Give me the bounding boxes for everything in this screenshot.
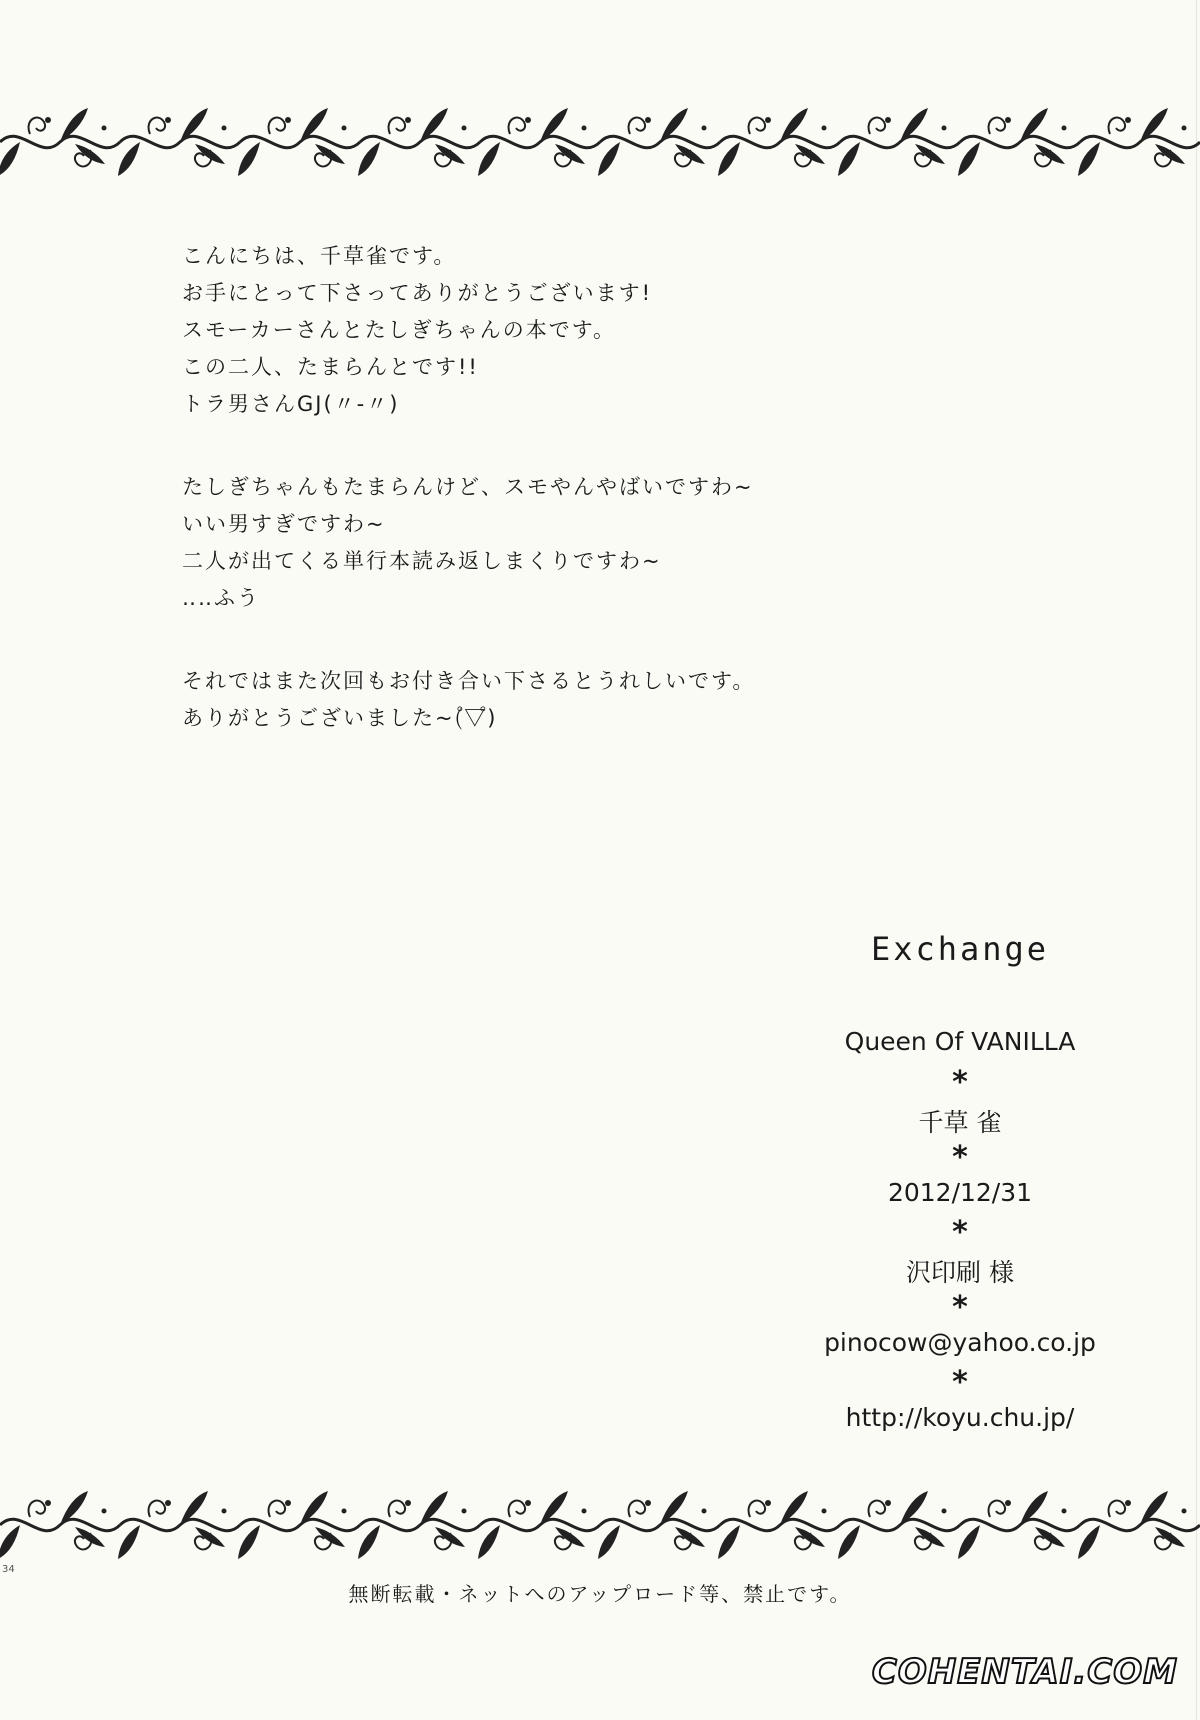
page-number: 34 <box>2 1564 15 1575</box>
letter-line: この二人、たまらんとです!! <box>182 355 479 379</box>
site-watermark: COHENTAI.COM <box>871 1652 1178 1692</box>
letter-line: 二人が出てくる単行本読み返しまくりですわ~ <box>182 549 662 573</box>
paragraph-gap <box>182 423 942 469</box>
circle-name: Queen Of VANILLA <box>844 1027 1076 1056</box>
separator-star: * <box>952 1365 968 1400</box>
publication-date: 2012/12/31 <box>887 1178 1033 1207</box>
separator-star: * <box>952 1290 968 1325</box>
afterword-letter <box>182 238 942 737</box>
separator-star: * <box>952 1065 968 1100</box>
contact-email: pinocow@yahoo.co.jp <box>824 1328 1096 1357</box>
letter-line: ありがとうございました~(゚▽゚) <box>182 706 498 730</box>
letter-line: たしぎちゃんもたまらんけど、スモやんやばいですわ~ <box>182 475 754 499</box>
book-title: Exchange <box>870 930 1050 968</box>
letter-line: いい男すぎですわ~ <box>182 512 386 536</box>
page-edge-line <box>1196 0 1197 1720</box>
author-name: 千草 雀 <box>918 1108 1002 1137</box>
copyright-notice: 無断転載・ネットへのアップロード等、禁止です。 <box>348 1582 852 1606</box>
separator-star: * <box>952 1215 968 1250</box>
letter-line: ‥‥ふう <box>182 586 261 610</box>
letter-line: それではまた次回もお付き合い下さるとうれしいです。 <box>182 669 756 693</box>
letter-line: トラ男さんGJ(〃-〃) <box>182 392 400 416</box>
website-url: http://koyu.chu.jp/ <box>845 1403 1075 1432</box>
top-floral-border <box>0 92 1200 192</box>
printer-name: 沢印刷 様 <box>906 1258 1014 1287</box>
letter-line: こんにちは、千草雀です。 <box>182 244 457 268</box>
paragraph-gap <box>182 617 942 663</box>
letter-line: スモーカーさんとたしぎちゃんの本です。 <box>182 318 617 342</box>
bottom-floral-border <box>0 1475 1200 1575</box>
letter-line: お手にとって下さってありがとうございます! <box>182 281 652 305</box>
separator-star: * <box>952 1140 968 1175</box>
